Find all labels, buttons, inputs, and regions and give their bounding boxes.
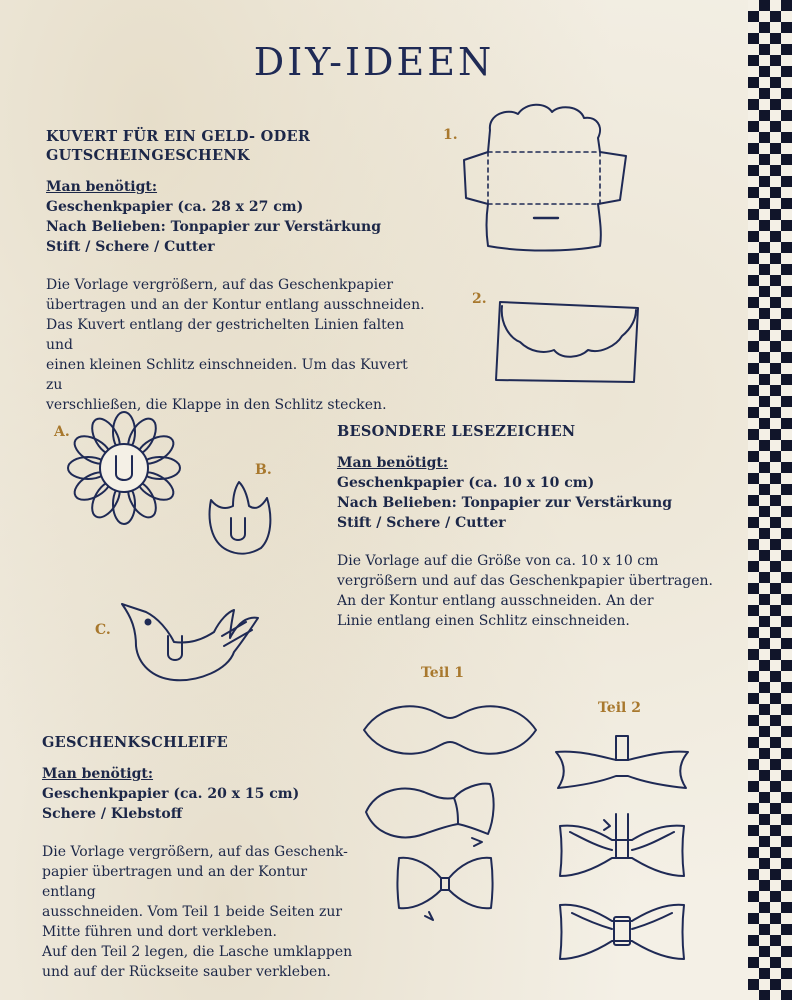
page-title: DIY-IDEEN bbox=[253, 40, 495, 84]
kuvert-step1-label: 1. bbox=[443, 127, 458, 143]
schleife-req-2: Schere / Klebstoff bbox=[42, 806, 183, 822]
bow-part1-flat-illustration bbox=[360, 700, 540, 762]
lesezeichen-desc-line: An der Kontur entlang ausschneiden. An der bbox=[337, 593, 654, 609]
section-lesezeichen bbox=[337, 422, 737, 631]
bird-bookmark-illustration bbox=[118, 600, 266, 686]
envelope-template-illustration bbox=[460, 100, 630, 260]
lesezeichen-heading: BESONDERE LESEZEICHEN bbox=[337, 423, 576, 440]
kuvert-req-2: Nach Belieben: Tonpapier zur Verstärkung bbox=[46, 219, 381, 235]
kuvert-desc-line: verschließen, die Klappe in den Schlitz stecken. bbox=[46, 397, 387, 413]
checkered-border bbox=[748, 0, 792, 1000]
lesezeichen-req-2: Nach Belieben: Tonpapier zur Verstärkung bbox=[337, 495, 672, 511]
envelope-finished-illustration bbox=[490, 296, 640, 386]
lesezeichen-desc-line: vergrößern und auf das Geschenkpapier übertragen. bbox=[337, 573, 713, 589]
lesezeichen-desc-line: Die Vorlage auf die Größe von ca. 10 x 10 cm bbox=[337, 553, 659, 569]
schleife-heading: GESCHENKSCHLEIFE bbox=[42, 734, 228, 751]
schleife-desc-line: und auf der Rückseite sauber verkleben. bbox=[42, 964, 331, 980]
schleife-req-1: Geschenkpapier (ca. 20 x 15 cm) bbox=[42, 786, 300, 802]
kuvert-desc-line: Die Vorlage vergrößern, auf das Geschenkpapier bbox=[46, 277, 394, 293]
bow-part2-label: Teil 2 bbox=[598, 700, 641, 716]
lesezeichen-description bbox=[337, 551, 737, 631]
kuvert-description bbox=[46, 275, 426, 415]
schleife-desc-line: papier übertragen und an der Kontur entlang bbox=[42, 864, 308, 900]
bow-part1-folding-illustration bbox=[362, 780, 502, 846]
lesezeichen-req-1: Geschenkpapier (ca. 10 x 10 cm) bbox=[337, 475, 595, 491]
schleife-desc-line: ausschneiden. Vom Teil 1 beide Seiten zur bbox=[42, 904, 343, 920]
kuvert-desc-line: Das Kuvert entlang der gestrichelten Linien falten und bbox=[46, 317, 405, 353]
schleife-desc-line: Die Vorlage vergrößern, auf das Geschenk- bbox=[42, 844, 348, 860]
bow-part1-folded-illustration bbox=[395, 852, 495, 922]
kuvert-req-3: Stift / Schere / Cutter bbox=[46, 239, 215, 255]
kuvert-heading-line2: GUTSCHEINGESCHENK bbox=[46, 147, 250, 164]
lesezeichen-req-3: Stift / Schere / Cutter bbox=[337, 515, 506, 531]
kuvert-step2-label: 2. bbox=[472, 291, 487, 307]
kuvert-desc-line: einen kleinen Schlitz einschneiden. Um das Kuvert zu bbox=[46, 357, 408, 393]
section-kuvert bbox=[46, 127, 426, 415]
kuvert-needs-label: Man benötigt: bbox=[46, 179, 158, 195]
section-schleife bbox=[42, 733, 362, 982]
bow-part1-label: Teil 1 bbox=[421, 665, 464, 681]
lesezeichen-desc-line: Linie entlang einen Schlitz einschneiden. bbox=[337, 613, 630, 629]
flower-bookmark-illustration bbox=[68, 412, 180, 524]
kuvert-req-1: Geschenkpapier (ca. 28 x 27 cm) bbox=[46, 199, 304, 215]
bow-part2-flat-illustration bbox=[552, 730, 692, 796]
schleife-desc-line: Auf den Teil 2 legen, die Lasche umklappen bbox=[42, 944, 353, 960]
schleife-needs-label: Man benötigt: bbox=[42, 766, 154, 782]
kuvert-heading-line1: KUVERT FÜR EIN GELD- ODER bbox=[46, 128, 311, 145]
bookmark-b-label: B. bbox=[255, 462, 272, 478]
bookmark-c-label: C. bbox=[95, 622, 111, 638]
bookmark-a-label: A. bbox=[54, 424, 70, 440]
tulip-bookmark-illustration bbox=[205, 480, 275, 560]
schleife-desc-line: Mitte führen und dort verkleben. bbox=[42, 924, 277, 940]
bow-finished-illustration bbox=[552, 895, 692, 970]
kuvert-desc-line: übertragen und an der Kontur entlang ausschneiden. bbox=[46, 297, 425, 313]
lesezeichen-needs-label: Man benötigt: bbox=[337, 455, 449, 471]
kuvert-heading bbox=[46, 127, 426, 165]
schleife-description bbox=[42, 842, 362, 982]
bow-part2-assembling-illustration bbox=[552, 810, 692, 885]
